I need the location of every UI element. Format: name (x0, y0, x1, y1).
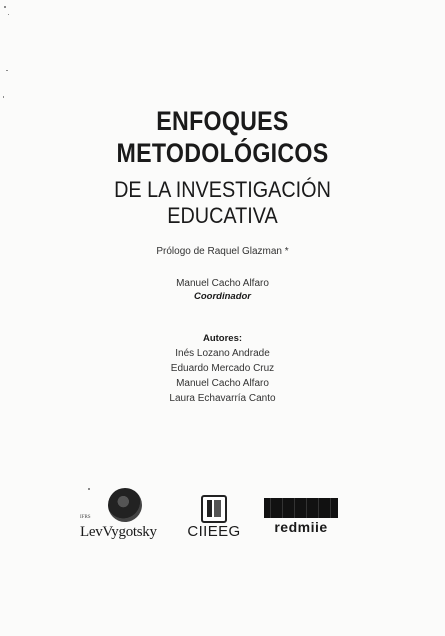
vygotsky-portrait-emblem (108, 488, 142, 522)
scan-speck (3, 96, 4, 98)
cieeg-mark-icon (201, 495, 227, 523)
scan-speck (4, 6, 6, 8)
redmiie-banner-icon (264, 498, 338, 518)
cieeg-wordmark: CIIEEG (187, 523, 241, 540)
author-name: Manuel Cacho Alfaro (176, 378, 269, 389)
lev-logo-small-text: IFRS (80, 515, 91, 520)
lev-vygotsky-wordmark: LevVygotsky (80, 524, 157, 540)
cieeg-logo (184, 495, 244, 545)
coordinator-role: Coordinador (194, 291, 251, 302)
author-name: Laura Echavarría Canto (169, 393, 276, 404)
title-line-2: METODOLÓGICOS (116, 138, 329, 168)
subtitle-line-2: EDUCATIVA (167, 203, 278, 228)
authors-heading: Autores: (202, 333, 243, 344)
lev-vygotsky-logo (80, 488, 170, 552)
author-name: Eduardo Mercado Cruz (170, 363, 275, 374)
redmiie-wordmark: redmiie (274, 519, 328, 535)
title-line-1: ENFOQUES (156, 106, 289, 136)
scan-speck (6, 70, 8, 71)
scan-speck (8, 14, 9, 15)
subtitle-line-1: DE LA INVESTIGACIÓN (114, 177, 331, 202)
coordinator-name: Manuel Cacho Alfaro (176, 278, 269, 289)
redmiie-logo (262, 498, 340, 542)
author-name: Inés Lozano Andrade (175, 348, 270, 359)
prologue-credit: Prólogo de Raquel Glazman * (156, 246, 289, 257)
